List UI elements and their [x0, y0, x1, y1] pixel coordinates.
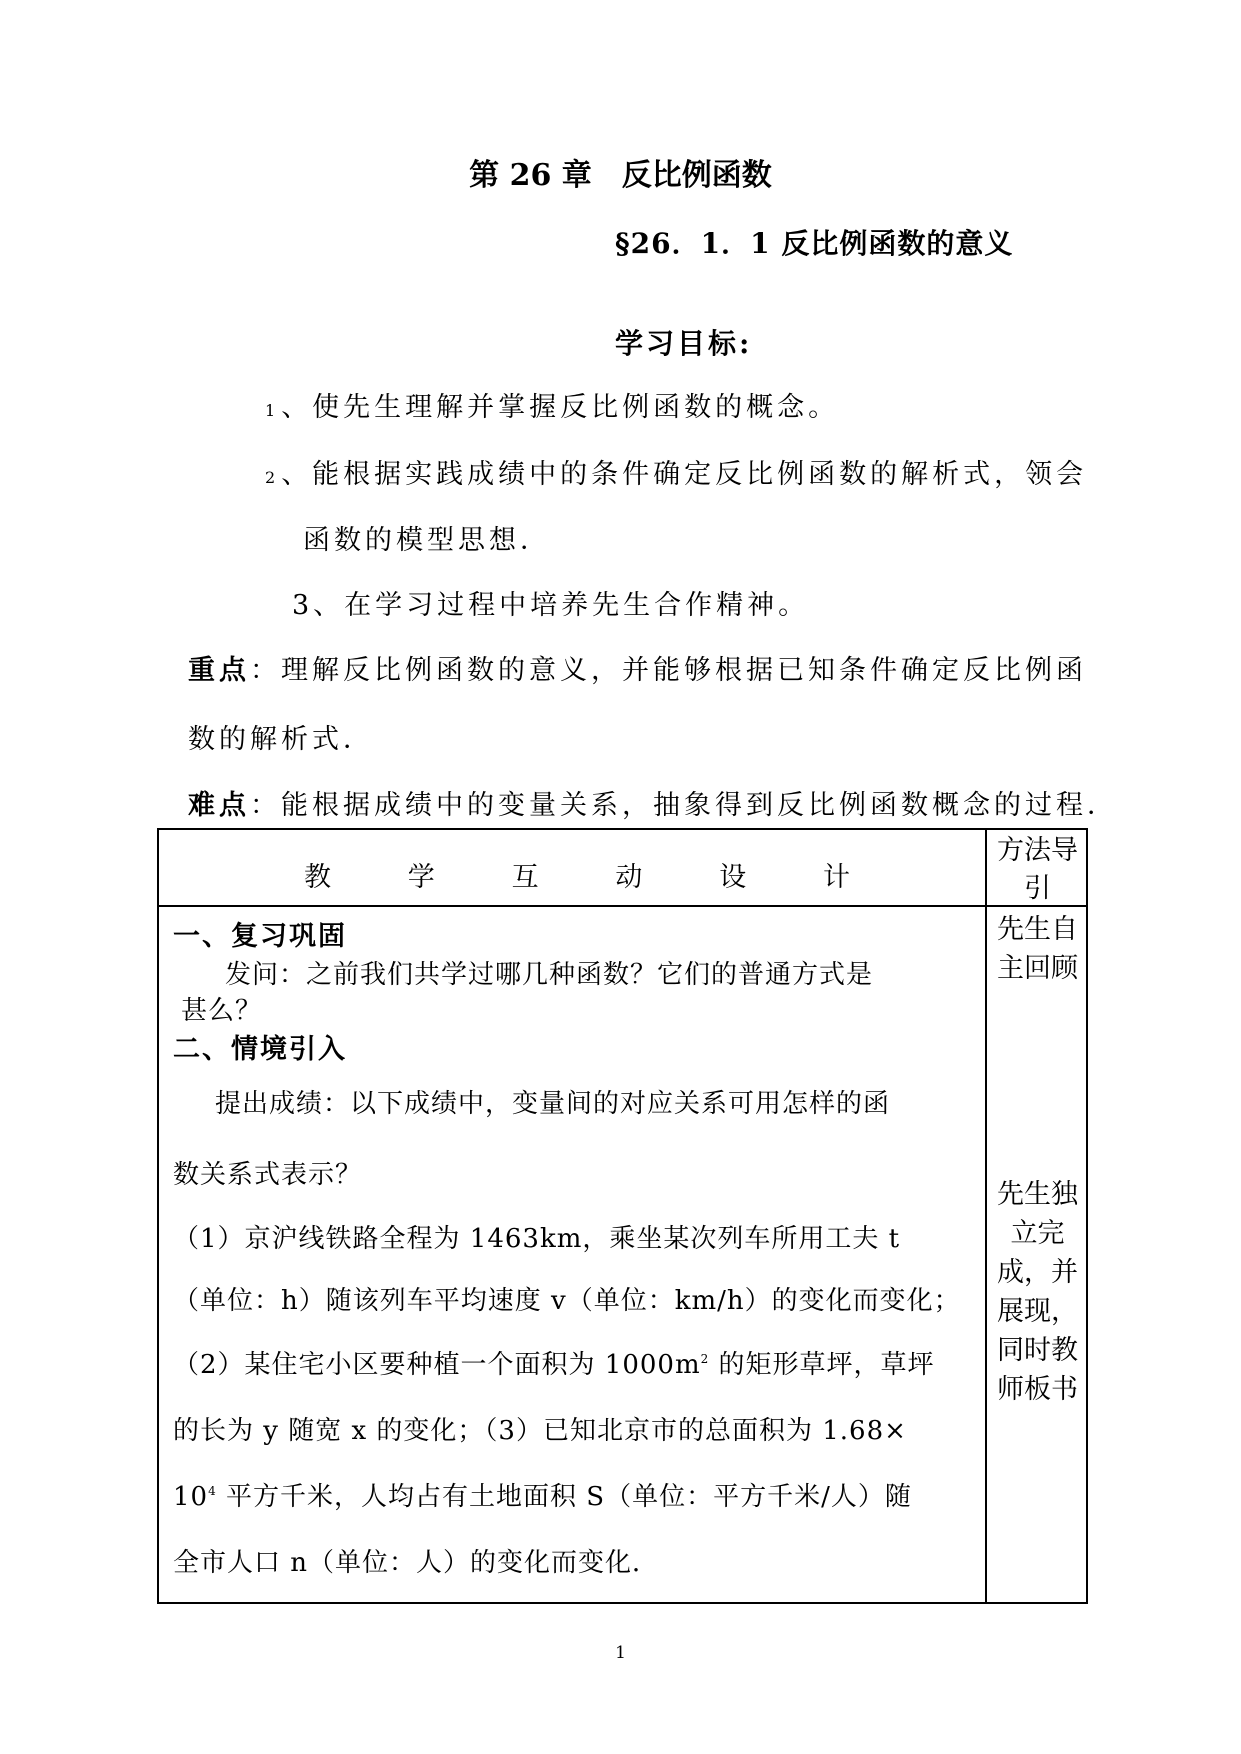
objective-text-2: 、能根据实践成绩中的条件确定反比例函数的解析式，领会: [281, 459, 1088, 490]
objectives-heading: 学习目标:: [615, 327, 753, 360]
section-2-heading: 二、情境引入: [173, 1034, 347, 1065]
side-note-2: 先生独立完成，并展现，同时教师板书: [997, 1179, 1078, 1405]
key-point: [188, 648, 1087, 687]
section-2-line-1: 提出成绩：以下成绩中，变量间的对应关系可用怎样的函: [215, 1089, 891, 1119]
superscript-4: 4: [208, 1484, 217, 1498]
key-point-continued: 数的解析式．: [188, 724, 374, 755]
key-point-label: 重点: [188, 655, 250, 686]
section-2-line-7: [173, 1476, 912, 1513]
table-header-side: 方法导引: [997, 835, 1078, 904]
objective-item-2-continued: 函数的模型思想．: [303, 525, 551, 556]
objective-item-3: 3、在学习过程中培养先生合作精神。: [292, 590, 810, 621]
objective-item-1: [265, 385, 839, 424]
line-5-text-b: 的矩形草坪，草坪: [709, 1350, 935, 1380]
line-5-text-a: （2）某住宅小区要种植一个面积为 1000m: [173, 1350, 701, 1380]
side-note-1: 先生自主回顾: [997, 914, 1078, 984]
difficulty-label: 难点: [188, 790, 250, 821]
section-1-line-1: 发问：之前我们共学过哪几种函数？它们的普通方式是: [225, 960, 874, 990]
section-1-line-2: 甚么？: [181, 996, 263, 1026]
objective-number-1: 1: [265, 401, 276, 420]
section-2-line-8: 全市人口 n（单位：人）的变化而变化．: [173, 1548, 660, 1578]
header-char: 动: [615, 862, 643, 893]
section-2-line-6: 的长为 y 随宽 x 的变化；（3）已知北京市的总面积为 1.68×: [173, 1416, 907, 1446]
header-char: 设: [719, 862, 747, 893]
superscript-2: 2: [700, 1352, 710, 1366]
section-subtitle: §26．1．1 反比例函数的意义: [615, 227, 1014, 260]
header-char: 学: [407, 862, 435, 893]
objective-item-2: [265, 452, 1087, 491]
difficulty-text: ：能根据成绩中的变量关系，抽象得到反比例函数概念的过程．: [250, 790, 1118, 821]
section-2-line-4: （单位：h）随该列车平均速度 v（单位：km/h）的变化而变化；: [173, 1286, 961, 1316]
key-point-text: ：理解反比例函数的意义，并能够根据已知条件确定反比例函: [250, 655, 1087, 686]
chapter-title: 第 26 章 反比例函数: [469, 158, 772, 193]
section-2-line-3: （1）京沪线铁路全程为 1463km，乘坐某次列车所用工夫 t: [173, 1224, 901, 1254]
difficulty: [188, 783, 1118, 822]
page-number: 1: [615, 1643, 626, 1663]
section-2-line-5: [173, 1344, 935, 1381]
objective-number-2: 2: [265, 468, 276, 487]
section-2-line-2: 数关系式表示？: [173, 1160, 363, 1190]
table-header-main: [159, 855, 985, 894]
section-1-heading: 一、复习巩固: [173, 921, 347, 952]
header-char: 教: [304, 862, 331, 893]
header-char: 互: [511, 862, 539, 893]
objective-text-1: 、使先生理解并掌握反比例函数的概念。: [281, 392, 840, 423]
header-char: 计: [822, 862, 850, 893]
line-7-text-b: 平方千米，人均占有土地面积 S（单位：平方千米/人）随: [216, 1482, 912, 1512]
line-7-text-a: 10: [173, 1482, 209, 1512]
lesson-design-table: [157, 828, 1088, 1604]
table-header-divider: [159, 905, 1086, 907]
